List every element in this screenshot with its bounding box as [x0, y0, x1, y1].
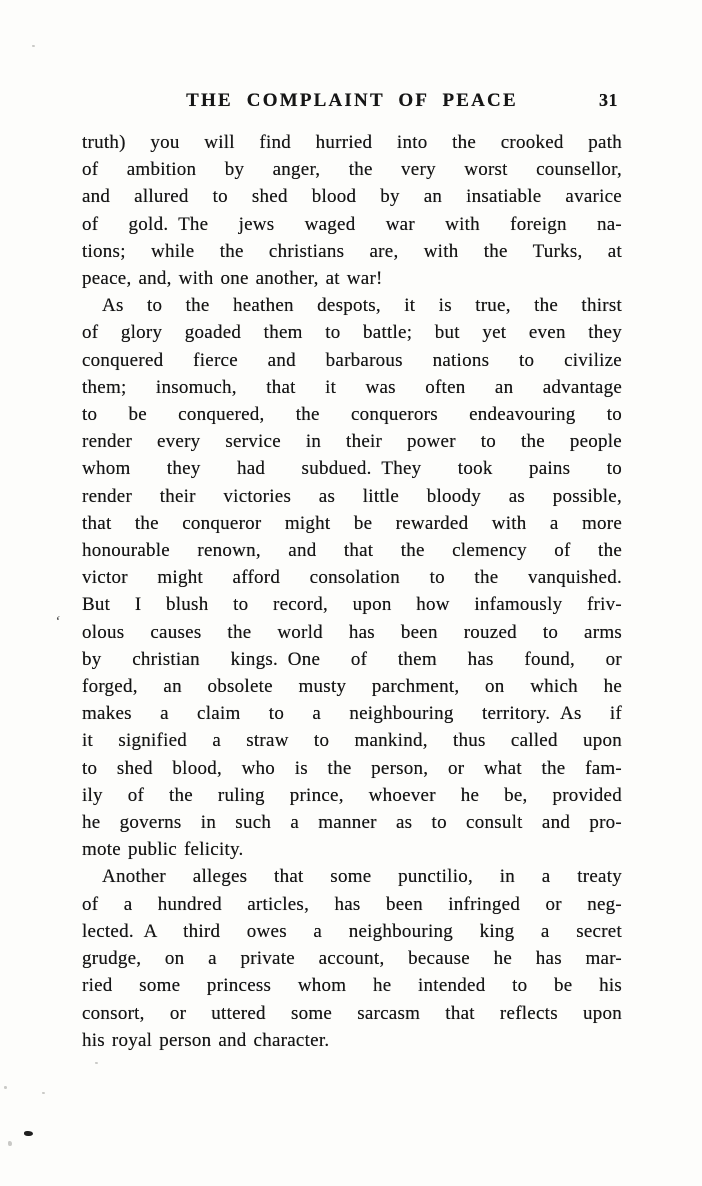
text-line: render every service in their power to the people	[82, 431, 622, 453]
scan-speck	[8, 1141, 12, 1146]
text-line: But I blush to record, upon how infamously friv-	[82, 594, 622, 616]
text-line: of a hundred articles, has been infringed or neg-	[82, 893, 622, 915]
text-line: render their victories as little bloody as possible,	[82, 485, 622, 507]
text-line: of ambition by anger, the very worst counsellor,	[82, 159, 622, 181]
page-body-text	[82, 129, 622, 1054]
text-line: peace, and, with one another, at war!	[82, 268, 383, 290]
scan-speck	[95, 1062, 98, 1064]
text-line: by christian kings. One of them has found, or	[82, 648, 622, 670]
text-line: it signified a straw to mankind, thus called upon	[82, 730, 622, 752]
text-line: that the conqueror might be rewarded with a more	[82, 512, 622, 534]
text-line: to be conquered, the conquerors endeavouring to	[82, 404, 622, 426]
text-line: them; insomuch, that it was often an advantage	[82, 376, 622, 398]
scan-speck	[4, 1086, 7, 1089]
text-line: victor might afford consolation to the vanquished.	[82, 567, 622, 589]
text-line: Another alleges that some punctilio, in a treaty	[102, 866, 622, 888]
text-line: he governs in such a manner as to consult and pro-	[82, 812, 622, 834]
text-line: ily of the ruling prince, whoever he be, provided	[82, 784, 622, 806]
text-line: mote public felicity.	[82, 839, 244, 861]
scan-stray-mark: ‘	[53, 613, 62, 631]
text-line: to shed blood, who is the person, or what the fam-	[82, 757, 622, 779]
scan-speck	[24, 1131, 33, 1136]
text-line: of gold. The jews waged war with foreign na-	[82, 213, 622, 235]
text-line: lected. A third owes a neighbouring king a secret	[82, 920, 622, 942]
text-line: whom they had subdued. They took pains to	[82, 458, 622, 480]
running-title: THE COMPLAINT OF PEACE	[186, 90, 518, 111]
page-number: 31	[599, 90, 618, 110]
text-line: of glory goaded them to battle; but yet even they	[82, 322, 622, 344]
text-line: olous causes the world has been rouzed to arms	[82, 621, 622, 643]
text-line: honourable renown, and that the clemency of the	[82, 540, 622, 562]
scan-speck	[32, 45, 35, 47]
text-line: grudge, on a private account, because he has mar-	[82, 948, 622, 970]
text-line: ried some princess whom he intended to be his	[82, 975, 622, 997]
text-line: forged, an obsolete musty parchment, on which he	[82, 676, 622, 698]
text-line: As to the heathen despots, it is true, the thirst	[102, 295, 622, 317]
text-line: conquered fierce and barbarous nations to civilize	[82, 349, 622, 371]
text-line: consort, or uttered some sarcasm that reflects upon	[82, 1002, 622, 1024]
text-line: and allured to shed blood by an insatiable avarice	[82, 186, 622, 208]
text-line: his royal person and character.	[82, 1029, 330, 1051]
text-line: truth) you will find hurried into the crooked path	[82, 132, 622, 153]
text-line: tions; while the christians are, with the Turks, at	[82, 240, 622, 262]
scan-speck	[42, 1092, 45, 1094]
text-line: makes a claim to a neighbouring territory. As if	[82, 703, 622, 725]
running-header	[82, 90, 622, 114]
